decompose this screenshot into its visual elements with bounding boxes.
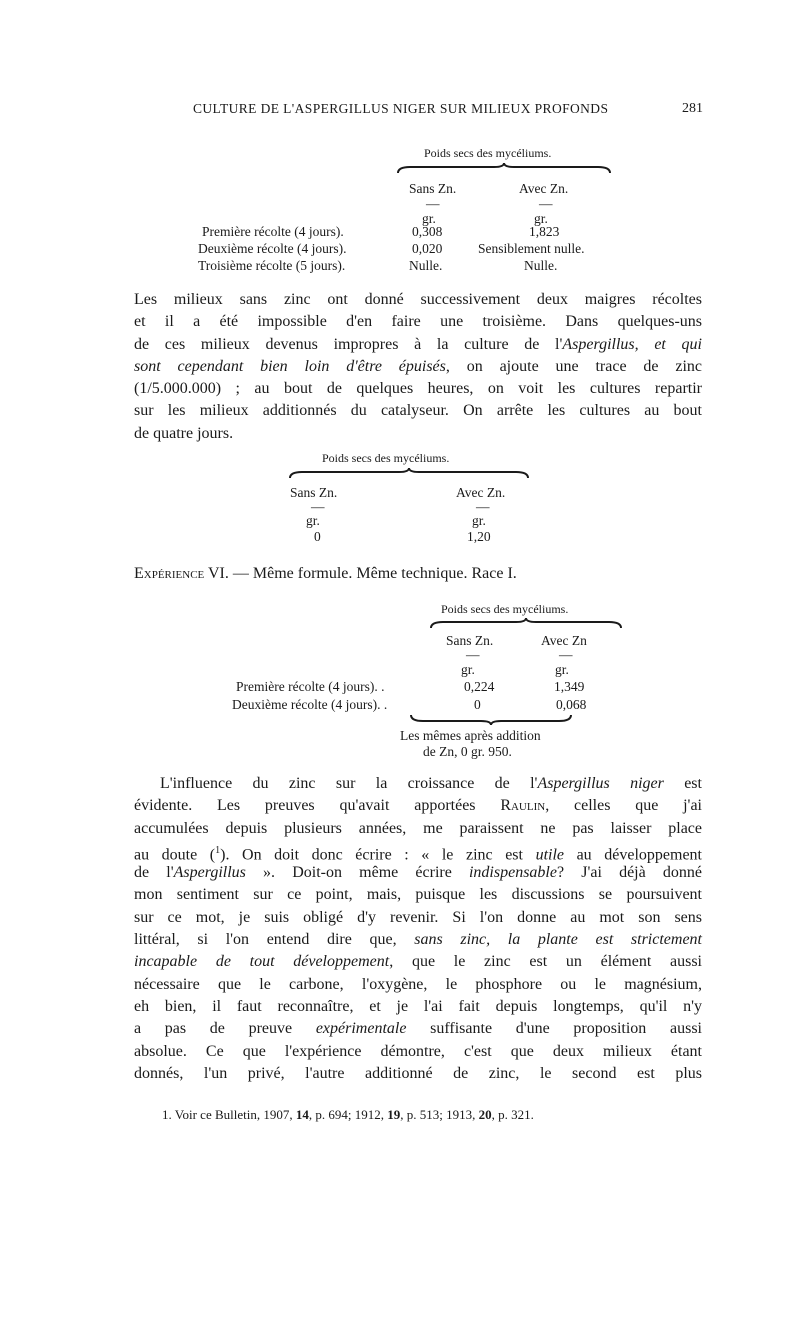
text-line: de quatre jours.: [134, 424, 234, 442]
text-line: littéral, si l'on entend dire que, sans zinc, la plante est strictement: [134, 931, 702, 949]
row-value: 0,068: [556, 697, 587, 712]
text-line: sont cependant bien loin d'être épuisés, on ajoute une trace de zinc: [134, 357, 702, 375]
text-line: donnés, l'un privé, l'autre additionné de zinc, le second est plus: [134, 1064, 702, 1082]
table-brace: [431, 618, 621, 630]
row-label: Deuxième récolte (4 jours).: [198, 241, 347, 256]
row-label: Deuxième récolte (4 jours). .: [232, 697, 388, 712]
unit-label: gr.: [306, 513, 320, 528]
running-title: CULTURE DE L'ASPERGILLUS NIGER SUR MILIEUX PROFONDS: [193, 101, 609, 116]
column-header-avec-zn: Avec Zn: [541, 633, 587, 648]
unit-label: gr.: [555, 662, 569, 677]
unit-label: gr.: [534, 211, 548, 226]
unit-label: gr.: [422, 211, 436, 226]
text-line: incapable de tout développement, que le zinc est un élément aussi: [134, 953, 702, 971]
row-value: Nulle.: [409, 258, 443, 273]
column-header-sans-zn: Sans Zn.: [409, 181, 457, 196]
column-header-sans-zn: Sans Zn.: [290, 485, 338, 500]
text-line: Les milieux sans zinc ont donné successivement deux maigres récoltes: [134, 291, 702, 308]
text-line: sur ce mot, je suis obligé d'y revenir. Si l'on donne au mot son sens: [134, 908, 702, 926]
row-value: 0: [314, 529, 321, 544]
column-dash: —: [426, 196, 440, 211]
text-line: au doute ($^1$). On doit donc écrire : « le zinc est utile au développement: [134, 844, 702, 864]
table-note: de Zn, 0 gr. 950.: [423, 744, 512, 759]
column-header-avec-zn: Avec Zn.: [456, 485, 506, 500]
table-brace: [290, 468, 528, 480]
footnote-reference: 1: [215, 844, 221, 856]
column-dash: —: [559, 647, 573, 662]
table-caption: Poids secs des mycéliums.: [424, 146, 552, 160]
text-line: et il a été impossible d'en faire une troisième. Dans quelques-uns: [134, 313, 702, 331]
row-value: 0: [474, 697, 481, 712]
text-line: a pas de preuve expérimentale suffisante d'une proposition aussi: [134, 1020, 702, 1038]
paragraph: [134, 773, 702, 1085]
row-value: Sensiblement nulle.: [478, 241, 585, 256]
row-value: 0,308: [412, 224, 443, 239]
table-caption: Poids secs des mycéliums.: [441, 602, 569, 616]
row-value: Nulle.: [524, 258, 558, 273]
table-brace: [411, 713, 571, 725]
footnote: 1. Voir ce Bulletin, 1907, 14, p. 694; 1912, 19, p. 513; 1913, 20, p. 321.: [162, 1107, 534, 1122]
row-value: 1,823: [529, 224, 560, 239]
row-label: Troisième récolte (5 jours).: [198, 258, 346, 273]
page-number: 281: [682, 101, 703, 116]
column-dash: —: [539, 196, 553, 211]
column-header-sans-zn: Sans Zn.: [446, 633, 494, 648]
column-dash: —: [476, 499, 490, 514]
text-line: de ces milieux devenus impropres à la culture de l'Aspergillus, et qui: [134, 335, 702, 353]
row-value: 0,224: [464, 679, 495, 694]
experience-heading: Expérience VI. — Même formule. Même technique. Race I.: [134, 565, 517, 582]
text-line: de l'Aspergillus ». Doit-on même écrire indispensable? J'ai déjà donné: [134, 864, 702, 882]
text-line: sur les milieux additionnés du catalyseur. On arrête les cultures au bout: [134, 402, 702, 420]
row-value: 0,020: [412, 241, 443, 256]
column-header-avec-zn: Avec Zn.: [519, 181, 569, 196]
table-caption: Poids secs des mycéliums.: [322, 451, 450, 465]
text-line: évidente. Les preuves qu'avait apportées Raulin, celles que j'ai: [134, 797, 702, 815]
unit-label: gr.: [461, 662, 475, 677]
column-dash: —: [466, 647, 480, 662]
row-value: 1,349: [554, 679, 585, 694]
unit-label: gr.: [472, 513, 486, 528]
text-line: accumulées depuis plusieurs années, me paraissent ne pas laisser place: [134, 819, 702, 837]
text-line: L'influence du zinc sur la croissance de l'Aspergillus niger est: [160, 775, 702, 792]
text-line: absolue. Ce que l'expérience démontre, c'est que deux milieux étant: [134, 1042, 702, 1060]
column-dash: —: [311, 499, 325, 514]
row-label: Première récolte (4 jours).: [202, 224, 344, 239]
table-brace: [398, 163, 610, 175]
text-line: eh bien, il faut reconnaître, et je l'ai fait depuis longtemps, qu'il n'y: [134, 997, 702, 1015]
paragraph: [134, 289, 702, 445]
row-label: Première récolte (4 jours). .: [236, 679, 385, 694]
text-line: nécessaire que le carbone, l'oxygène, le phosphore ou le magnésium,: [134, 975, 702, 993]
text-line: (1/5.000.000) ; au bout de quelques heures, on voit les cultures repartir: [134, 380, 702, 398]
row-value: 1,20: [467, 529, 491, 544]
text-line: mon sentiment sur ce point, mais, puisque les discussions se poursuivent: [134, 886, 702, 904]
table-note: Les mêmes après addition: [400, 728, 541, 743]
